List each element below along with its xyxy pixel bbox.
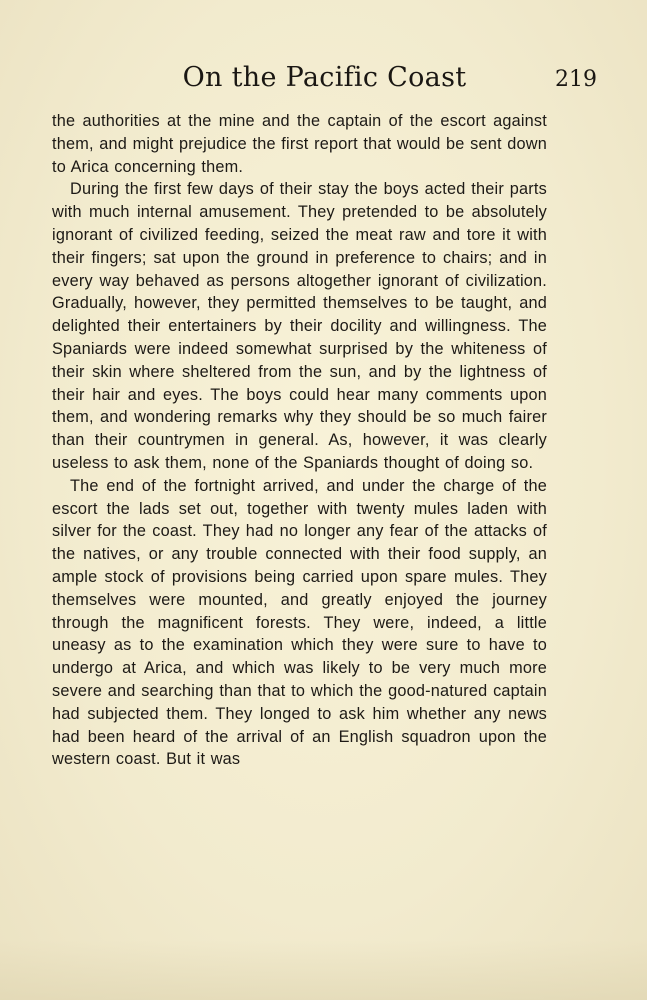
paragraph: During the first few days of their stay the boys acted their parts with much internal amusement. They pretended to be absolutely ignorant of civilized feeding, seized the meat raw and tore it with their fingers; sat upon the ground in preference to chairs; and in every way behaved as persons altogether ignorant of civilization. Gradually, however, they permitted themselves to be taught, and delighted their entertainers by their docility and willingness. The Spaniards were indeed somewhat surprised by the whiteness of their skin where sheltered from the sun, and by the lightness of their hair and eyes. The boys could hear many comments upon them, and wondering remarks why they should be so much fairer than their countrymen in general. As, however, it was clearly useless to ask them, none of the Spaniards thought of doing so. [52,180,547,472]
running-head [52,60,597,100]
running-title: On the Pacific Coast [182,62,467,93]
page-number: 219 [555,67,597,92]
body-text [52,110,547,771]
paragraph: The end of the fortnight arrived, and under the charge of the escort the lads set out, together with twenty mules laden with silver for the coast. They had no longer any fear of the attacks of the natives, or any trouble connected with their food supply, an ample stock of provisions being carried upon spare mules. They themselves were mounted, and greatly enjoyed the journey through the magnificent forests. They were, indeed, a little uneasy as to the examination which they were sure to have to undergo at Arica, and which was likely to be very much more severe and searching than that to which the good-natured captain had subjected them. They longed to ask him whether any news had been heard of the arrival of an English squadron upon the western coast. But it was [52,476,547,769]
paragraph-continued: the authorities at the mine and the captain of the escort against them, and might prejudice the first report that would be sent down to Arica concerning them. [52,112,547,176]
